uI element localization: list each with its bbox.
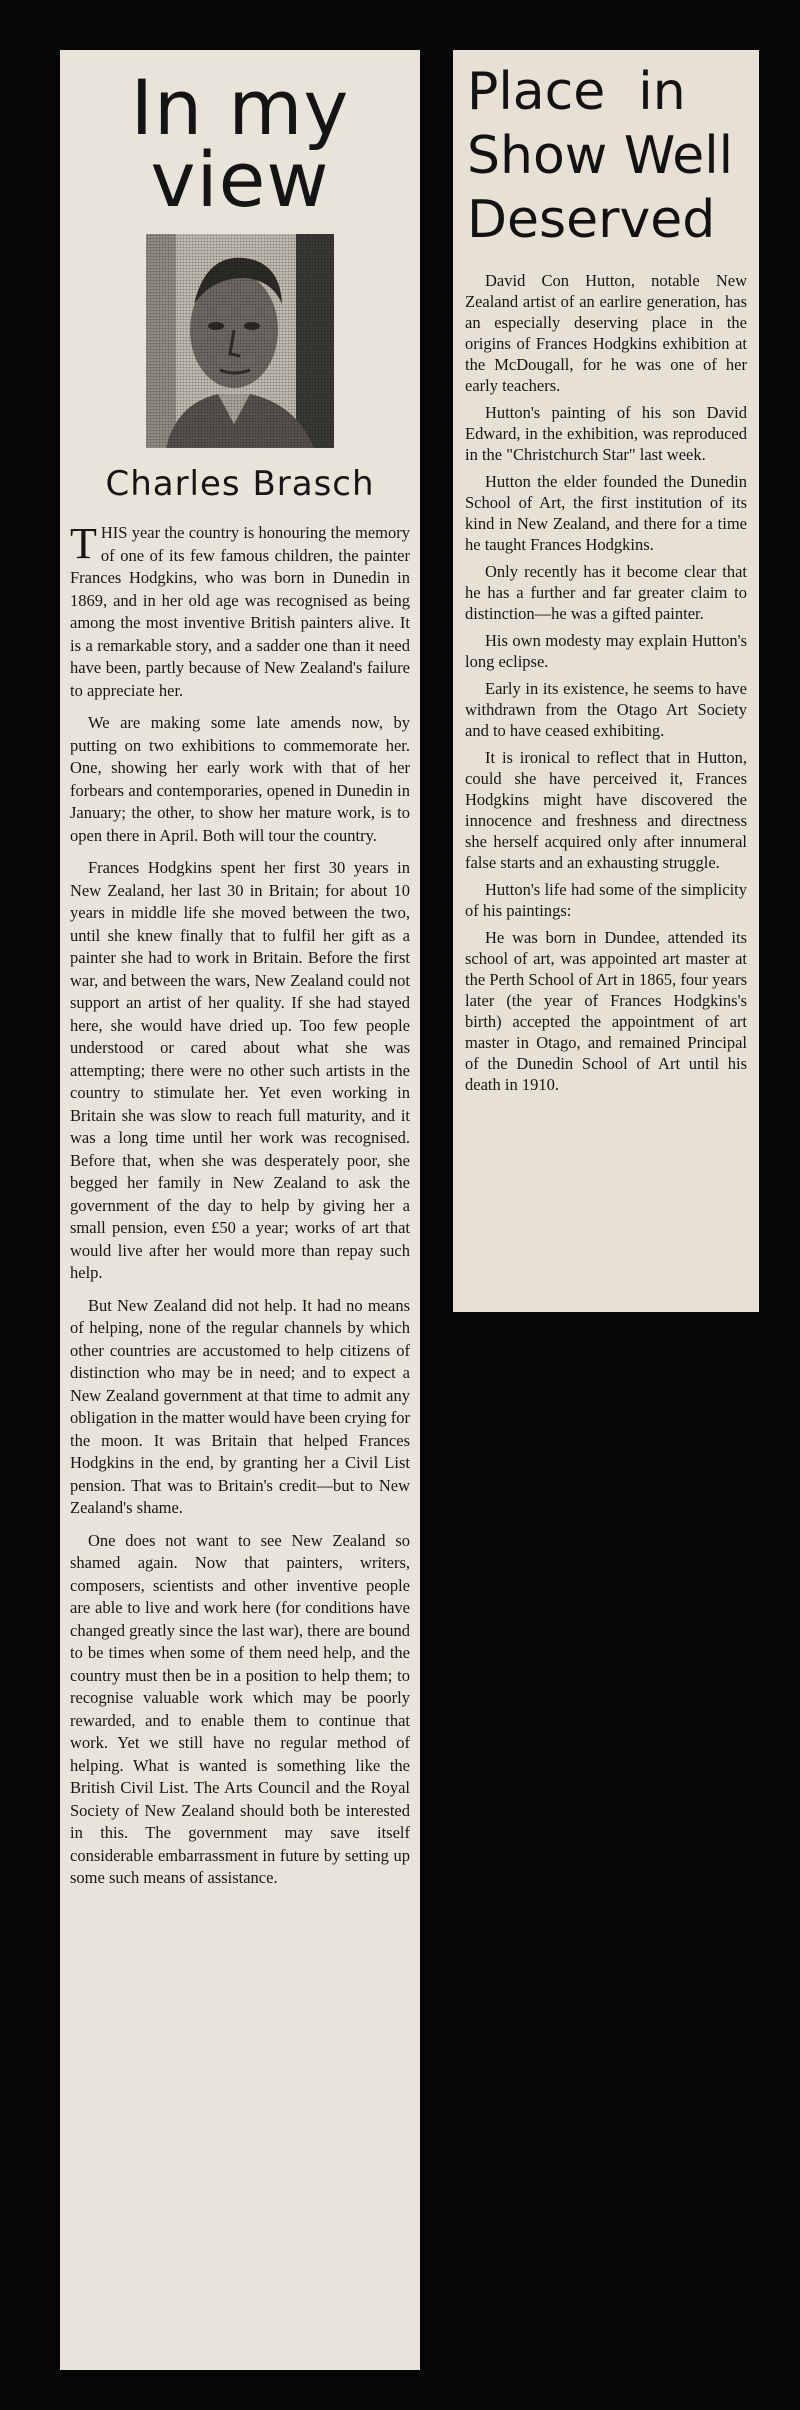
right-headline-line-2: Show Well	[467, 126, 734, 186]
right-paragraph: Early in its existence, he seems to have withdrawn from the Otago Art Society and to have ceased exhibiting.	[465, 679, 747, 740]
drop-cap: T	[70, 519, 97, 568]
author-byline: Charles Brasch	[105, 464, 375, 504]
left-paragraph: Frances Hodgkins spent her first 30 years in New Zealand, her last 30 in Britain; for about 10 years in middle life she moved between the two, until she knew finally that to fulfil her gift as a painter she had to work in Britain. Before the first war, and between the wars, New Zealand could not support an artist of her quality. If she had stayed here, she would have dried up. Too few people understood or cared about what she was attempting; there were no other such artists in the country to stimulate her. Yet even working in Britain she was slow to reach full maturity, and it was a long time until her work was recognised. Before that, when she was desperately poor, she begged her family in New Zealand to ask the government of the day to help by giving her a small pension, even £50 a year; works of art that would live after her would more than repay such help.	[70, 858, 410, 1282]
right-newspaper-clipping	[453, 50, 759, 1312]
left-paragraph: One does not want to see New Zealand so shamed again. Now that painters, writers, composers, scientists and other inventive people are able to live and work here (for conditions have changed greatly since the last war), there are bound to be times when some of them need help, and the country must then be in a position to help them; to recognise valuable work which may be poorly rewarded, and to enable them to continue that work. Yet we still have no regular method of helping. What is wanted is something like the British Civil List. The Arts Council and the Royal Society of New Zealand should both be interested in this. The government may save itself considerable embarrassment in future by setting up some such means of assistance.	[70, 1530, 410, 1887]
right-headline-line-3: Deserved	[467, 190, 716, 250]
left-headline	[60, 63, 420, 224]
right-paragraph: His own modesty may explain Hutton's long eclipse.	[465, 631, 747, 671]
author-portrait-photo	[146, 234, 334, 448]
left-paragraph: We are making some late amends now, by putting on two exhibitions to commemorate her. One, showing her early work with that of her forbears and contemporaries, opened in Dunedin in January; the other, to show her mature work, is to open there in April. Both will tour the country.	[70, 713, 410, 845]
right-paragraph: It is ironical to reflect that in Hutton, could she have perceived it, Frances Hodgkins might have discovered the innocence and freshness and directness she herself acquired only after innumeral false starts and an exhausting struggle.	[465, 748, 747, 872]
left-headline-line-1: In my	[130, 63, 350, 152]
right-paragraph: David Con Hutton, notable New Zealand artist of an earlire generation, has an especially deserving place in the origins of Frances Hodgkins exhibition at the McDougall, for he was one of her early teachers.	[465, 271, 747, 395]
right-article-body	[465, 270, 747, 1095]
left-paragraph: But New Zealand did not help. It had no means of helping, none of the regular channels by which other countries are accustomed to help citizens of distinction who may be in need; and to expect a New Zealand government at that time to admit any obligation in the matter would have been crying for the moon. It was Britain that helped Frances Hodgkins in the end, by granting her a Civil List pension. That was to Britain's credit—but to New Zealand's shame.	[70, 1295, 410, 1517]
left-article-body	[70, 519, 410, 1890]
right-paragraph: Hutton's life had some of the simplicity of his paintings:	[465, 880, 747, 920]
right-paragraph: He was born in Dundee, attended its school of art, was appointed art master at the Perth School of Art in 1865, four years later (the year of Frances Hodgkins's birth) accepted the appointment of art master in Otago, and remained Principal of the Dunedin School of Art until his death in 1910.	[465, 928, 747, 1094]
left-newspaper-clipping	[60, 50, 420, 2370]
left-paragraph	[70, 519, 410, 702]
right-headline-line-1: Place in	[467, 62, 686, 122]
left-headline-line-2: view	[150, 135, 330, 224]
right-paragraph: Hutton the elder founded the Dunedin School of Art, the first institution of its kind in New Zealand, and there for a time he taught Frances Hodgkins.	[465, 472, 747, 554]
right-paragraph: Only recently has it become clear that he has a further and far greater claim to distinction—he was a gifted painter.	[465, 562, 747, 623]
right-paragraph: Hutton's painting of his son David Edward, in the exhibition, was reproduced in the "Christchurch Star" last week.	[465, 403, 747, 464]
right-headline	[467, 60, 759, 252]
left-paragraph-1-text: HIS year the country is honouring the memory of one of its few famous children, the painter Frances Hodgkins, who was born in Dunedin in 1869, and in her old age was recognised as being among the most inventive British painters alive. It is a remarkable story, and a sadder one than it need have been, partly because of New Zealand's failure to appreciate her.	[70, 523, 410, 700]
